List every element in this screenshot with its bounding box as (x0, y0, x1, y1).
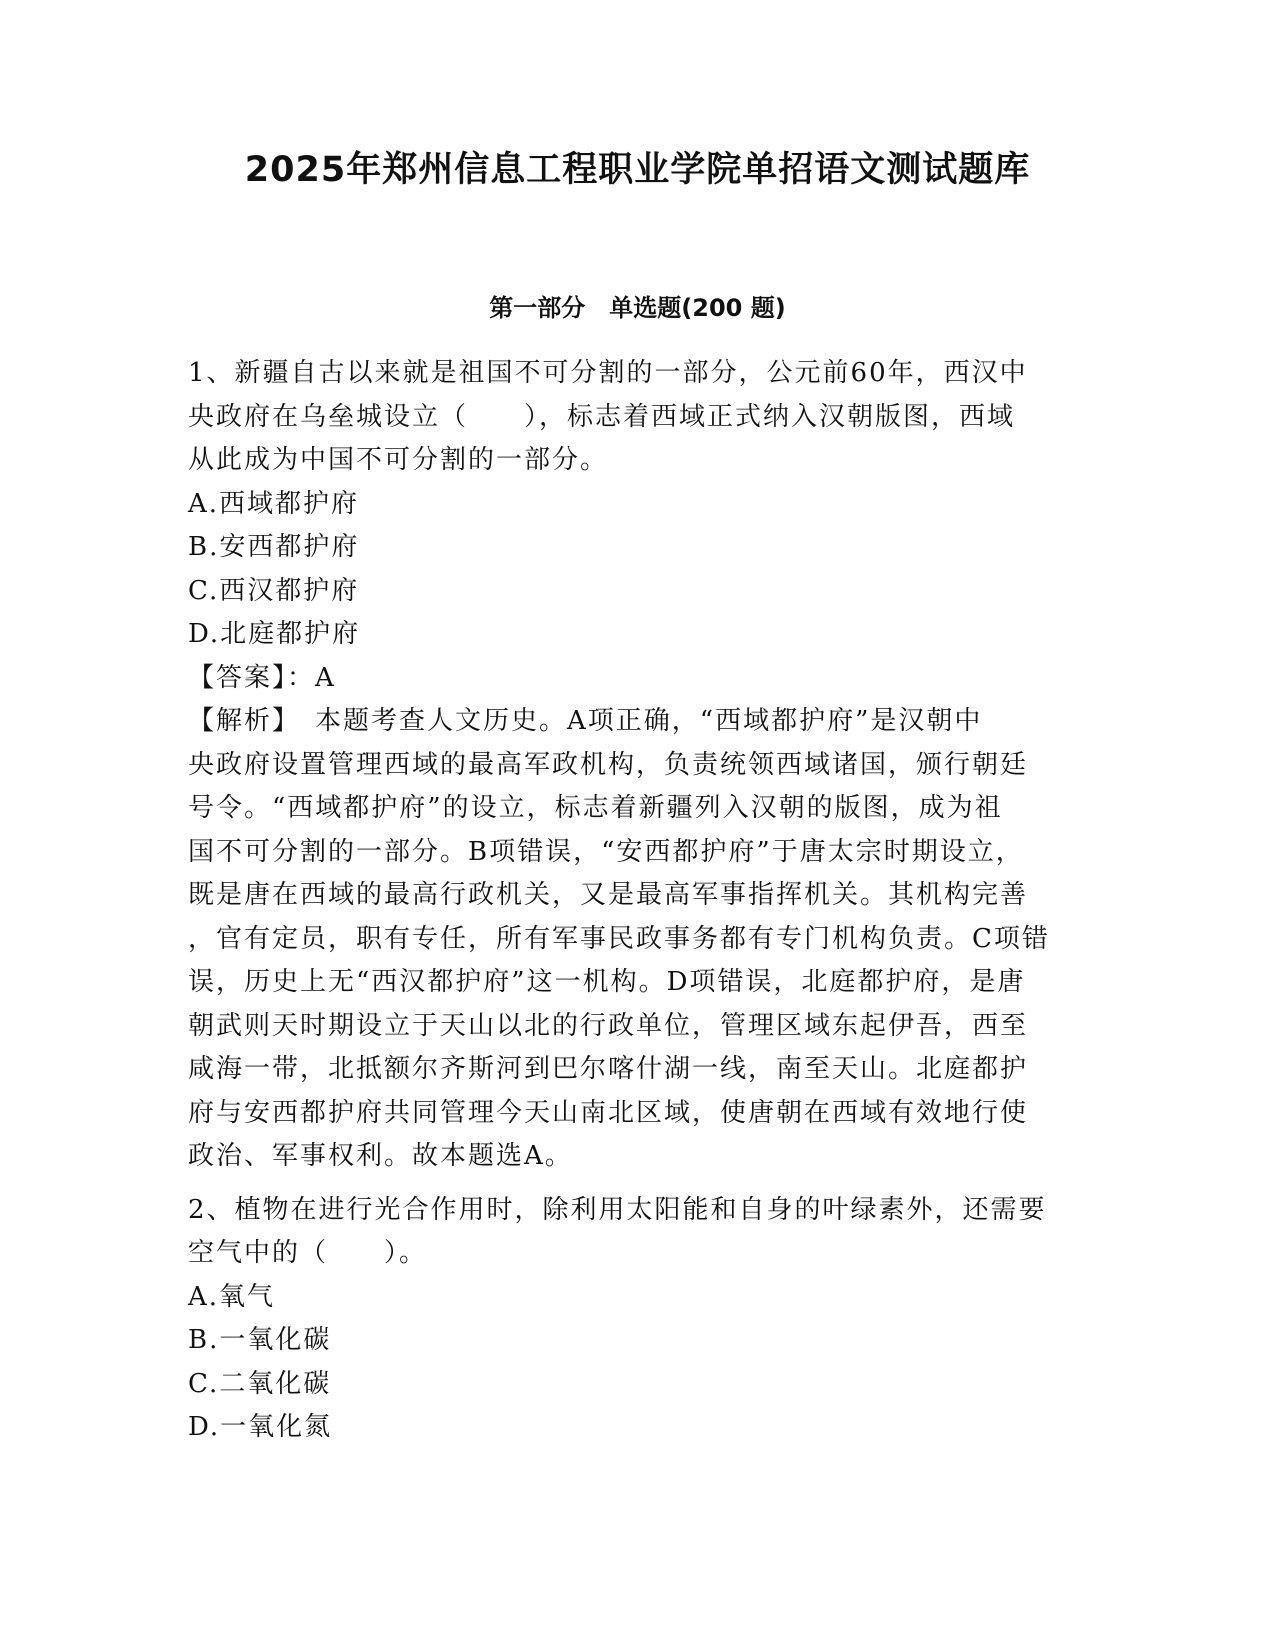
section-title: 第一部分 单选题(200 题) (489, 294, 786, 322)
analysis-line: ，官有定员，职有专任，所有军事民政事务都有专门机构负责。C项错 (188, 923, 1050, 954)
option-b: B.安西都护府 (188, 532, 360, 562)
option-b: B.一氧化碳 (188, 1325, 332, 1355)
analysis-line: 府与安西都护府共同管理今天山南北区域，使唐朝在西域有效地行使 (188, 1097, 1029, 1128)
option-c: C.二氧化碳 (188, 1368, 332, 1399)
answer-line: 【答案】：A (188, 662, 336, 693)
question-stem-line: 2、植物在进行光合作用时，除利用太阳能和自身的叶绿素外，还需要 (188, 1194, 1047, 1225)
question-2 (188, 1189, 1088, 1450)
analysis-line: 央政府设置管理西域的最高军政机构，负责统领西域诸国，颁行朝廷 (188, 749, 1029, 780)
question-spacer (188, 1179, 1088, 1189)
analysis-line: 号令。“西域都护府”的设立，标志着新疆列入汉朝的版图，成为祖 (188, 793, 1003, 823)
analysis-line: 咸海一带，北抵额尔齐斯河到巴尔喀什湖一线，南至天山。北庭都护 (188, 1054, 1029, 1084)
analysis-line: 误，历史上无“西汉都护府”这一机构。D项错误，北庭都护府，是唐 (188, 967, 1026, 997)
option-a: A.西域都护府 (188, 488, 360, 519)
option-d: D.北庭都护府 (188, 619, 361, 649)
question-1 (188, 352, 1088, 1179)
question-list (188, 352, 1088, 1450)
question-stem-line: 1、新疆自古以来就是祖国不可分割的一部分，公元前60年，西汉中 (188, 358, 1028, 388)
analysis-line: 国不可分割的一部分。B项错误，“安西都护府”于唐太宗时期设立， (188, 836, 1024, 867)
option-a: A.氧气 (188, 1281, 276, 1312)
document-title: 2025年郑州信息工程职业学院单招语文测试题库 (244, 150, 1031, 190)
analysis-line: 既是唐在西域的最高行政机关，又是最高军事指挥机关。其机构完善 (188, 880, 1029, 910)
question-stem-line: 央政府在乌垒城设立（ ），标志着西域正式纳入汉朝版图，西域 (188, 401, 1016, 432)
question-stem-line: 空气中的（ ）。 (188, 1238, 428, 1268)
analysis-line: 朝武则天时期设立于天山以北的行政单位，管理区域东起伊吾，西至 (188, 1010, 1029, 1041)
analysis-line: 政治、军事权利。故本题选A。 (188, 1141, 573, 1171)
option-c: C.西汉都护府 (188, 575, 360, 606)
analysis-line: 【解析】 本题考查人文历史。A项正确，“西域都护府”是汉朝中 (188, 706, 983, 736)
option-d: D.一氧化氮 (188, 1412, 333, 1442)
question-stem-line: 从此成为中国不可分割的一部分。 (188, 445, 609, 475)
